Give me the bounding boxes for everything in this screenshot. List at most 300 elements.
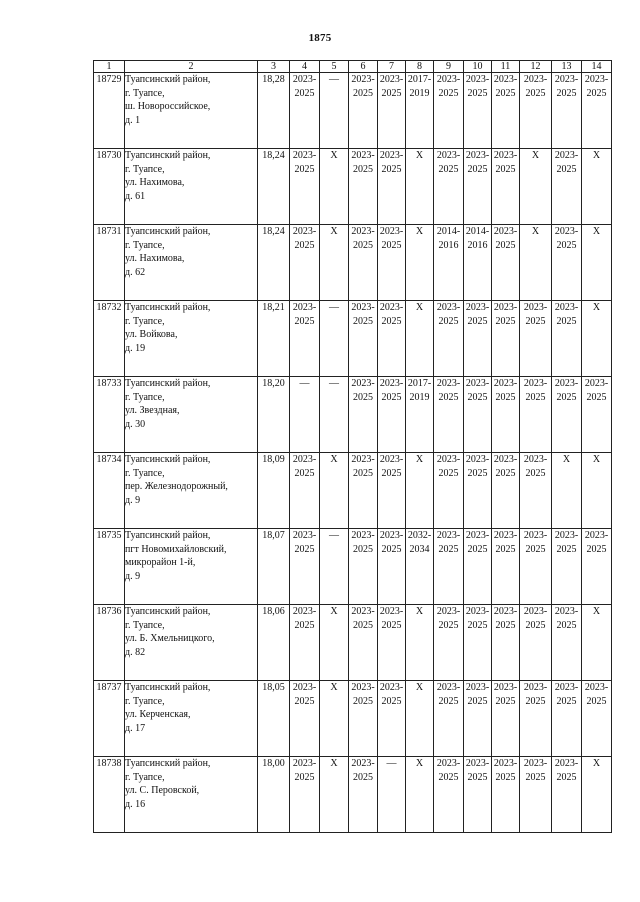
period-cell: [434, 453, 464, 529]
period-line: 2025: [556, 239, 577, 251]
row-number: 18736: [94, 605, 125, 681]
address-line: д. 30: [125, 418, 146, 430]
period-line: 2016: [467, 239, 488, 251]
period-line: 2025: [353, 87, 373, 99]
period-line: 2025: [495, 695, 516, 707]
period-line: 2023-: [523, 378, 548, 389]
period-line: 2025: [467, 467, 488, 479]
period-cell: [406, 377, 434, 453]
period-line: 2025: [467, 391, 488, 403]
period-line: X: [330, 226, 338, 237]
period-line: 2023-: [436, 530, 461, 541]
period-line: 2025: [438, 695, 459, 707]
address-cell: [125, 225, 258, 301]
period-line: 2025: [381, 391, 402, 403]
period-line: 2023-: [436, 682, 461, 693]
period-cell: [552, 377, 582, 453]
period-cell: [406, 681, 434, 757]
period-cell: [434, 301, 464, 377]
address-line: д. 1: [125, 114, 141, 126]
period-cell: [349, 73, 378, 149]
period-line: 2025: [556, 391, 577, 403]
period-cell: [464, 301, 492, 377]
period-cell: [378, 757, 406, 833]
period-line: X: [531, 150, 540, 161]
period-line: 2025: [381, 543, 402, 555]
address-line: ул. Нахимова,: [125, 253, 185, 264]
period-cell: [320, 453, 349, 529]
period-cell: [582, 529, 612, 605]
period-line: 2016: [438, 239, 459, 251]
period-line: 2023-: [379, 74, 404, 85]
period-line: 2025: [586, 391, 607, 403]
period-line: 2025: [294, 695, 315, 707]
period-cell: [520, 377, 552, 453]
address-cell: [125, 757, 258, 833]
period-line: 2025: [438, 467, 459, 479]
period-cell: [582, 73, 612, 149]
period-line: 2023-: [436, 74, 461, 85]
period-line: X: [330, 758, 338, 769]
period-cell: [582, 757, 612, 833]
period-cell: [552, 681, 582, 757]
address-line: ул. Звездная,: [125, 405, 180, 416]
period-cell: [378, 529, 406, 605]
period-cell: [434, 377, 464, 453]
period-line: X: [330, 454, 338, 465]
address-line: Туапсинский район,: [125, 454, 211, 465]
table-row: [94, 681, 612, 757]
period-line: 2023-: [584, 378, 609, 389]
period-line: 2025: [495, 315, 516, 327]
value-cell: 18,24: [258, 149, 290, 225]
period-line: X: [592, 758, 601, 769]
period-line: 2025: [438, 771, 459, 783]
period-line: X: [415, 226, 424, 237]
period-line: 2025: [438, 315, 459, 327]
period-line: 2023-: [292, 302, 317, 313]
period-line: 2025: [495, 771, 516, 783]
address-cell: [125, 529, 258, 605]
period-line: 2025: [556, 543, 577, 555]
period-line: 2023-: [436, 150, 461, 161]
period-line: X: [592, 454, 601, 465]
period-line: 2023-: [379, 454, 404, 465]
address-line: г. Туапсе,: [125, 87, 165, 99]
period-line: 2023-: [523, 606, 548, 617]
address-line: Туапсинский район,: [125, 530, 211, 541]
table-row: [94, 757, 612, 833]
period-cell: [320, 377, 349, 453]
period-line: 2034: [409, 543, 430, 555]
period-line: 2025: [556, 695, 577, 707]
period-line: 2025: [495, 163, 516, 175]
address-cell: [125, 301, 258, 377]
address-line: Туапсинский район,: [125, 150, 211, 161]
period-line: 2025: [294, 467, 315, 479]
period-cell: [520, 73, 552, 149]
address-line: д. 82: [125, 646, 146, 658]
period-line: 2023-: [493, 606, 518, 617]
period-line: 2023-: [554, 226, 579, 237]
period-line: 2023-: [351, 302, 375, 313]
table-row: [94, 225, 612, 301]
column-header: 12: [520, 61, 552, 73]
period-cell: [552, 225, 582, 301]
period-cell: [290, 605, 320, 681]
period-line: 2025: [353, 543, 373, 555]
period-line: 2023-: [465, 454, 490, 465]
column-header: 14: [582, 61, 612, 73]
period-cell: [378, 453, 406, 529]
period-cell: [434, 757, 464, 833]
period-cell: [406, 757, 434, 833]
period-cell: [349, 757, 378, 833]
period-line: 2025: [294, 543, 315, 555]
period-cell: [349, 529, 378, 605]
period-line: 2025: [381, 87, 402, 99]
period-line: X: [330, 150, 338, 161]
period-line: 2025: [438, 87, 459, 99]
period-line: 2025: [353, 467, 373, 479]
period-line: 2023-: [554, 150, 579, 161]
period-cell: [582, 377, 612, 453]
period-line: 2025: [294, 239, 315, 251]
period-line: 2025: [467, 87, 488, 99]
period-cell: [406, 529, 434, 605]
value-cell: 18,07: [258, 529, 290, 605]
period-line: 2025: [525, 467, 546, 479]
table-row: [94, 149, 612, 225]
period-line: 2025: [381, 315, 402, 327]
period-line: 2023-: [379, 606, 404, 617]
period-cell: [320, 149, 349, 225]
period-line: 2023-: [292, 226, 317, 237]
period-line: 2025: [525, 391, 546, 403]
value-cell: 18,05: [258, 681, 290, 757]
period-line: 2023-: [584, 682, 609, 693]
period-line: X: [592, 226, 601, 237]
period-line: 2023-: [465, 530, 490, 541]
address-line: Туапсинский район,: [125, 758, 211, 769]
period-line: 2025: [353, 391, 373, 403]
row-number: 18731: [94, 225, 125, 301]
address-line: д. 9: [125, 494, 141, 506]
period-line: 2025: [556, 163, 577, 175]
period-line: 2023-: [554, 758, 579, 769]
period-line: 2025: [467, 695, 488, 707]
period-line: 2023-: [351, 226, 375, 237]
period-line: X: [330, 682, 338, 693]
period-line: 2023-: [493, 150, 518, 161]
period-line: 2025: [495, 619, 516, 631]
period-cell: [320, 681, 349, 757]
period-line: X: [415, 150, 424, 161]
address-line: г. Туапсе,: [125, 771, 165, 783]
period-cell: [378, 681, 406, 757]
period-line: 2025: [467, 771, 488, 783]
period-line: 2023-: [292, 606, 317, 617]
period-line: 2019: [409, 87, 430, 99]
period-cell: [520, 149, 552, 225]
address-cell: [125, 149, 258, 225]
period-cell: [552, 453, 582, 529]
period-cell: [349, 149, 378, 225]
period-cell: [434, 605, 464, 681]
period-cell: [492, 681, 520, 757]
period-cell: [290, 529, 320, 605]
period-cell: [464, 529, 492, 605]
address-line: д. 17: [125, 722, 146, 734]
address-line: г. Туапсе,: [125, 467, 165, 479]
period-line: 2023-: [493, 378, 518, 389]
period-line: 2023-: [493, 74, 518, 85]
period-line: 2023-: [351, 606, 375, 617]
period-line: —: [386, 758, 397, 769]
period-cell: [349, 681, 378, 757]
period-cell: [582, 301, 612, 377]
address-line: Туапсинский район,: [125, 378, 211, 389]
address-line: ул. Б. Хмельницкого,: [125, 633, 215, 644]
period-cell: [552, 757, 582, 833]
period-line: —: [299, 378, 310, 389]
address-line: Туапсинский район,: [125, 226, 211, 237]
period-cell: [349, 605, 378, 681]
period-line: 2023-: [351, 74, 375, 85]
period-line: 2023-: [292, 74, 317, 85]
column-header: 3: [258, 61, 290, 73]
period-line: 2025: [467, 619, 488, 631]
period-line: X: [592, 302, 601, 313]
table-row: [94, 453, 612, 529]
period-line: 2025: [467, 163, 488, 175]
period-cell: [552, 149, 582, 225]
period-line: 2032-: [407, 530, 432, 541]
period-line: 2017-: [407, 74, 432, 85]
address-line: Туапсинский район,: [125, 606, 211, 617]
period-cell: [406, 453, 434, 529]
period-line: 2025: [438, 391, 459, 403]
period-line: 2025: [525, 619, 546, 631]
period-line: 2025: [294, 87, 315, 99]
value-cell: 18,20: [258, 377, 290, 453]
period-line: —: [329, 302, 339, 313]
period-line: 2019: [409, 391, 430, 403]
period-line: 2025: [353, 315, 373, 327]
period-line: —: [329, 530, 339, 541]
address-line: д. 16: [125, 798, 146, 810]
period-line: 2023-: [436, 606, 461, 617]
period-line: 2023-: [351, 682, 375, 693]
table-row: [94, 377, 612, 453]
period-line: 2017-: [407, 378, 432, 389]
table-row: [94, 605, 612, 681]
column-header: 10: [464, 61, 492, 73]
column-header: 11: [492, 61, 520, 73]
column-header: 2: [125, 61, 258, 73]
address-line: г. Туапсе,: [125, 163, 165, 175]
period-line: 2023-: [436, 758, 461, 769]
value-cell: 18,28: [258, 73, 290, 149]
table-row: [94, 529, 612, 605]
period-line: 2023-: [379, 226, 404, 237]
period-cell: [349, 377, 378, 453]
period-line: 2023-: [379, 150, 404, 161]
period-cell: [464, 757, 492, 833]
period-line: 2025: [381, 163, 402, 175]
period-line: 2014-: [465, 226, 490, 237]
table-row: [94, 301, 612, 377]
address-line: ул. Керченская,: [125, 709, 191, 720]
period-line: X: [415, 682, 424, 693]
period-cell: [520, 681, 552, 757]
period-cell: [349, 225, 378, 301]
address-line: д. 9: [125, 570, 141, 582]
period-cell: [349, 301, 378, 377]
period-cell: [290, 453, 320, 529]
period-cell: [320, 757, 349, 833]
period-line: 2025: [556, 771, 577, 783]
period-cell: [290, 757, 320, 833]
period-line: 2025: [495, 543, 516, 555]
period-cell: [520, 529, 552, 605]
period-line: 2023-: [292, 530, 317, 541]
period-line: 2025: [556, 619, 577, 631]
address-line: г. Туапсе,: [125, 315, 165, 327]
column-header: 1: [94, 61, 125, 73]
period-line: 2023-: [523, 682, 548, 693]
address-line: г. Туапсе,: [125, 239, 165, 251]
period-cell: [434, 149, 464, 225]
address-cell: [125, 73, 258, 149]
period-line: 2025: [467, 543, 488, 555]
period-cell: [464, 73, 492, 149]
period-line: 2025: [495, 87, 516, 99]
period-cell: [492, 453, 520, 529]
period-cell: [492, 301, 520, 377]
period-cell: [520, 757, 552, 833]
registry-table: [93, 60, 612, 833]
period-line: 2023-: [554, 302, 579, 313]
period-line: 2025: [294, 619, 315, 631]
period-cell: [582, 225, 612, 301]
period-line: 2023-: [493, 226, 518, 237]
period-line: X: [592, 606, 601, 617]
row-number: 18733: [94, 377, 125, 453]
address-line: Туапсинский район,: [125, 682, 211, 693]
period-line: 2025: [294, 315, 315, 327]
period-line: 2023-: [351, 758, 375, 769]
period-cell: [582, 453, 612, 529]
address-cell: [125, 453, 258, 529]
period-line: 2025: [353, 239, 373, 251]
column-header: 7: [378, 61, 406, 73]
address-line: г. Туапсе,: [125, 695, 165, 707]
period-line: 2023-: [379, 682, 404, 693]
value-cell: 18,00: [258, 757, 290, 833]
period-cell: [320, 73, 349, 149]
address-cell: [125, 377, 258, 453]
value-cell: 18,21: [258, 301, 290, 377]
period-cell: [492, 605, 520, 681]
period-line: 2025: [525, 695, 546, 707]
period-line: 2023-: [465, 378, 490, 389]
period-line: 2023-: [584, 74, 609, 85]
period-line: 2023-: [379, 302, 404, 313]
period-line: 2023-: [493, 758, 518, 769]
period-cell: [464, 377, 492, 453]
column-header: 13: [552, 61, 582, 73]
period-line: 2025: [467, 315, 488, 327]
period-line: —: [329, 378, 339, 389]
period-cell: [492, 757, 520, 833]
period-line: 2025: [525, 771, 546, 783]
period-line: 2023-: [465, 74, 490, 85]
row-number: 18735: [94, 529, 125, 605]
period-line: 2023-: [523, 758, 548, 769]
row-number: 18734: [94, 453, 125, 529]
address-line: пгт Новомихайловский,: [125, 543, 227, 555]
period-line: 2025: [353, 771, 373, 783]
period-cell: [320, 301, 349, 377]
column-header: 6: [349, 61, 378, 73]
period-line: 2025: [353, 695, 373, 707]
period-line: 2023-: [554, 74, 579, 85]
address-line: ш. Новороссийское,: [125, 101, 211, 112]
row-number: 18730: [94, 149, 125, 225]
period-line: 2023-: [351, 150, 375, 161]
period-line: 2023-: [436, 378, 461, 389]
period-line: 2025: [525, 543, 546, 555]
period-line: 2025: [381, 239, 402, 251]
period-cell: [464, 149, 492, 225]
address-cell: [125, 605, 258, 681]
value-cell: 18,06: [258, 605, 290, 681]
column-header: 4: [290, 61, 320, 73]
period-line: 2023-: [436, 302, 461, 313]
period-line: 2023-: [554, 378, 579, 389]
address-line: ул. Войкова,: [125, 329, 178, 340]
period-line: 2023-: [292, 682, 317, 693]
period-line: 2025: [438, 619, 459, 631]
period-cell: [349, 453, 378, 529]
column-header: 8: [406, 61, 434, 73]
period-line: 2025: [525, 315, 546, 327]
column-header: 5: [320, 61, 349, 73]
period-line: 2025: [381, 467, 402, 479]
period-line: 2023-: [351, 378, 375, 389]
value-cell: 18,09: [258, 453, 290, 529]
period-cell: [434, 529, 464, 605]
period-cell: [552, 605, 582, 681]
period-line: 2023-: [292, 758, 317, 769]
address-line: д. 61: [125, 190, 146, 202]
period-line: 2023-: [493, 682, 518, 693]
period-line: 2023-: [379, 378, 404, 389]
period-cell: [492, 73, 520, 149]
period-line: 2023-: [465, 758, 490, 769]
period-cell: [492, 149, 520, 225]
period-cell: [520, 605, 552, 681]
period-cell: [492, 377, 520, 453]
period-cell: [378, 225, 406, 301]
period-cell: [320, 605, 349, 681]
period-line: 2023-: [523, 74, 548, 85]
period-line: 2023-: [554, 682, 579, 693]
address-line: микрорайон 1-й,: [125, 557, 196, 568]
period-line: 2023-: [465, 682, 490, 693]
period-line: 2025: [556, 87, 577, 99]
